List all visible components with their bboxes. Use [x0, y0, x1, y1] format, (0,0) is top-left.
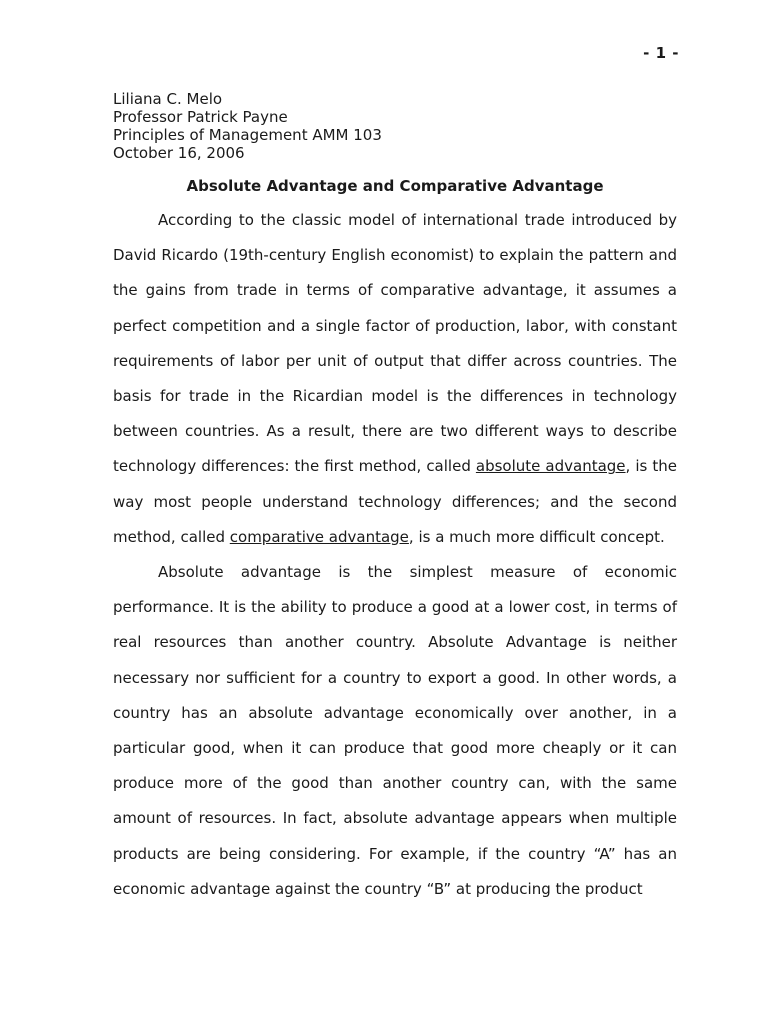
professor-name: Professor Patrick Payne: [113, 108, 288, 126]
paragraph-1-text-c: , is a much more difficult concept.: [408, 527, 665, 546]
paragraph-2: Absolute advantage is the simplest measure of economic performance. It is the ability to produce a good at a lower cost, in terms of real resources than another country. Absolute Advantage is neither necessary nor sufficient for a country to export a good. In other words, a country has an absolute advantage economically over another, in a particular good, when it can produce that good more cheaply or it can produce more of the good than another country can, with the same amount of resources. In fact, absolute advantage appears when multiple products are being considering. For example, if the country “A” has an economic advantage against the country “B” at producing the product: [113, 563, 677, 898]
document-title: Absolute Advantage and Comparative Advantage: [186, 177, 604, 195]
term-comparative-advantage: comparative advantage: [229, 527, 409, 546]
paragraph-1-text-b: , is the way most people understand technology differences; and the second method, called: [113, 457, 678, 546]
author-name: Liliana C. Melo: [113, 90, 223, 108]
document-date: October 16, 2006: [113, 144, 245, 162]
paragraph-1-text-a: According to the classic model of international trade introduced by David Ricardo (19th-century English economist) to explain the pattern and the gains from trade in terms of comparative advantage, it assumes a perfect competition and a single factor of production, labor, with constant requirements of labor per unit of output that differ across countries. The basis for trade in the Ricardian model is the differences in technology between countries. As a result, there are two different ways to describe technology differences: the first method, called: [113, 211, 677, 476]
term-absolute-advantage: absolute advantage: [475, 457, 626, 476]
paragraph-1: [113, 203, 677, 555]
course-name: Principles of Management AMM 103: [113, 126, 382, 144]
document-header: [113, 90, 382, 162]
page-number: - 1 -: [643, 44, 679, 62]
document-body: [113, 203, 677, 907]
